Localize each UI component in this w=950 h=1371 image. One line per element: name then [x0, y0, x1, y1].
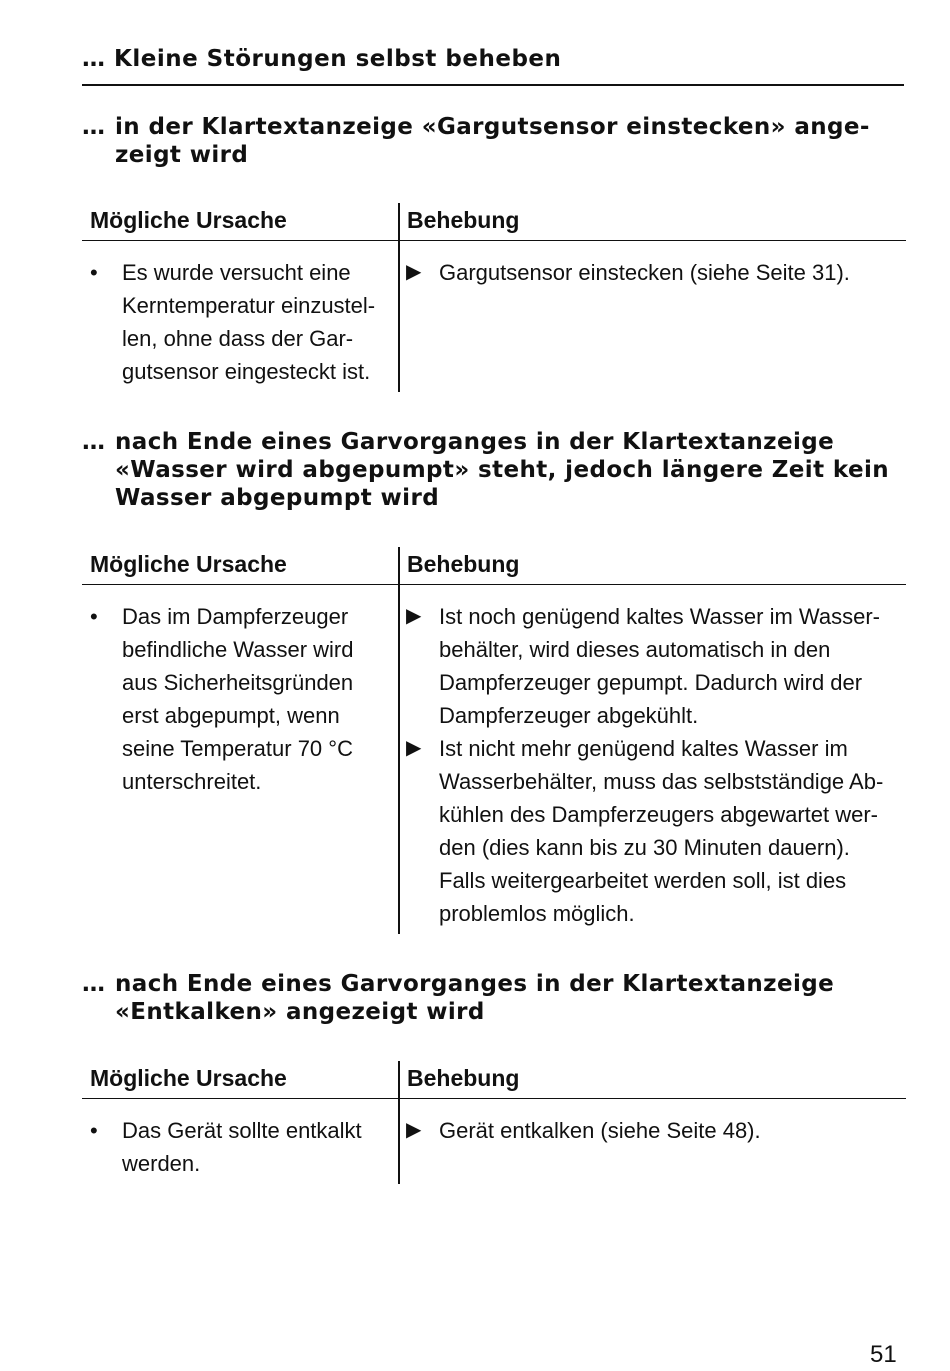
ellipsis-marker: …	[82, 114, 106, 140]
text-line: Gerät entkalken (siehe Seite 48).	[439, 1118, 761, 1143]
heading-line: zeigt wird	[115, 142, 249, 168]
troubleshooting-table	[82, 203, 906, 391]
table-header	[82, 1061, 906, 1099]
text-line: Dampferzeuger abgekühlt.	[439, 703, 699, 728]
heading-line: Wasser abgepumpt wird	[115, 485, 440, 511]
table-header	[82, 203, 906, 241]
text-line: befindliche Wasser wird	[122, 637, 354, 662]
troubleshooting-table	[82, 1061, 906, 1185]
text-line: behälter, wird dieses automatisch in den	[439, 637, 831, 662]
text-line: Das im Dampferzeuger	[122, 604, 349, 629]
text-line: Falls weitergearbeitet werden soll, ist dies	[439, 868, 847, 893]
fix-column-header: Behebung	[407, 207, 520, 233]
table-row	[82, 585, 906, 935]
arrow-icon: ▶	[406, 1119, 422, 1141]
text-line: Ist nicht mehr genügend kaltes Wasser im	[439, 736, 848, 761]
cause-text	[122, 600, 354, 798]
ellipsis-marker: …	[82, 429, 106, 455]
fix-text	[439, 732, 883, 930]
arrow-icon: ▶	[406, 605, 422, 627]
heading-line: nach Ende eines Garvorganges in der Klartextanzeige	[115, 429, 835, 455]
text-line: gutsensor eingesteckt ist.	[122, 359, 371, 384]
fix-column-header: Behebung	[407, 1065, 520, 1091]
cause-column-header: Mögliche Ursache	[90, 207, 287, 233]
text-line: Es wurde versucht eine	[122, 260, 351, 285]
ellipsis-marker: …	[82, 971, 106, 997]
table-header	[82, 547, 906, 585]
bullet-icon: •	[90, 604, 98, 629]
table-row	[82, 1099, 906, 1185]
text-line: Kerntemperatur einzustel-	[122, 293, 376, 318]
text-line: len, ohne dass der Gar-	[122, 326, 354, 351]
text-line: Das Gerät sollte entkalkt	[122, 1118, 362, 1143]
text-line: kühlen des Dampferzeugers abgewartet wer-	[439, 802, 879, 827]
heading-line: «Wasser wird abgepumpt» steht, jedoch längere Zeit kein	[115, 457, 890, 483]
heading-line: nach Ende eines Garvorganges in der Klartextanzeige	[115, 971, 835, 997]
fix-text	[439, 256, 850, 289]
cause-column-header: Mögliche Ursache	[90, 551, 287, 577]
cause-text	[122, 1114, 362, 1180]
fix-text	[439, 600, 880, 732]
text-line: Gargutsensor einstecken (siehe Seite 31).	[439, 260, 850, 285]
running-head: … Kleine Störungen selbst beheben	[82, 46, 562, 72]
text-line: seine Temperatur 70 °C	[122, 736, 353, 761]
text-line: aus Sicherheitsgründen	[122, 670, 354, 695]
bullet-icon: •	[90, 1118, 98, 1143]
heading-line: «Entkalken» angezeigt wird	[115, 999, 485, 1025]
text-line: Dampferzeuger gepumpt. Dadurch wird der	[439, 670, 863, 695]
text-line: Wasserbehälter, muss das selbstständige Ab-	[439, 769, 884, 794]
cause-column-header: Mögliche Ursache	[90, 1065, 287, 1091]
text-line: unterschreitet.	[122, 769, 262, 794]
heading-line: in der Klartextanzeige «Gargutsensor einstecken» ange-	[115, 114, 870, 140]
text-line: erst abgepumpt, wenn	[122, 703, 340, 728]
bullet-icon: •	[90, 260, 98, 285]
text-line: werden.	[122, 1151, 201, 1176]
fix-column-header: Behebung	[407, 551, 520, 577]
arrow-icon: ▶	[406, 261, 422, 283]
table-row	[82, 241, 906, 391]
fix-text	[439, 1114, 761, 1147]
page-header	[82, 42, 904, 86]
page-number: 51	[870, 1341, 897, 1368]
arrow-icon: ▶	[406, 737, 422, 759]
cause-text	[122, 256, 375, 388]
troubleshooting-table	[82, 547, 906, 935]
text-line: problemlos möglich.	[439, 901, 635, 926]
text-line: den (dies kann bis zu 30 Minuten dauern).	[439, 835, 850, 860]
text-line: Ist noch genügend kaltes Wasser im Wasser-	[439, 604, 880, 629]
